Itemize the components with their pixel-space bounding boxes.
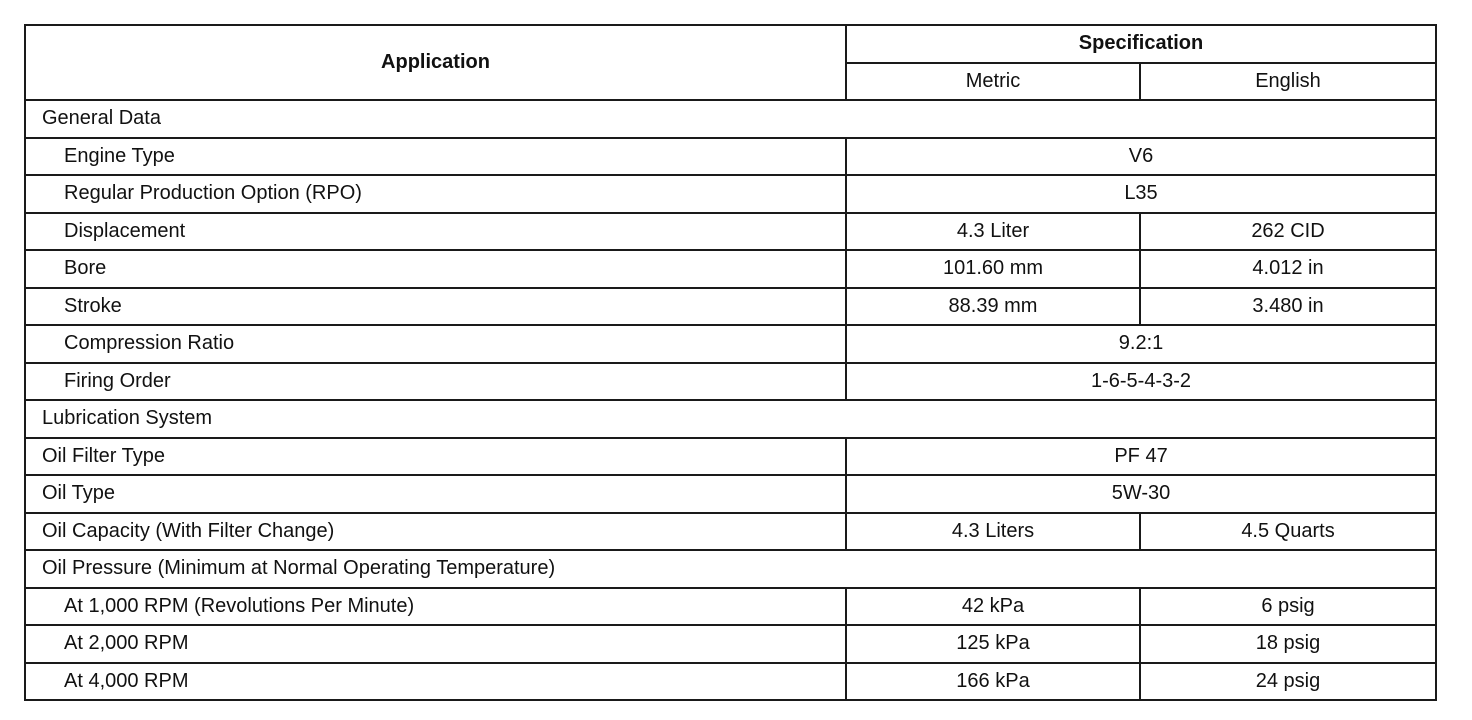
english-value-cell: 24 psig: [1140, 663, 1436, 701]
spec-value-cell: 5W-30: [846, 475, 1436, 513]
metric-value-cell: 88.39 mm: [846, 288, 1140, 326]
table-row: [25, 475, 1436, 513]
spec-value-cell: PF 47: [846, 438, 1436, 476]
application-cell: Stroke: [25, 288, 846, 326]
table-row: [25, 363, 1436, 401]
table-row: [25, 588, 1436, 626]
table-row: [25, 438, 1436, 476]
table-row: [25, 288, 1436, 326]
section-label: Oil Pressure (Minimum at Normal Operating Temperature): [25, 550, 1436, 588]
application-cell: Displacement: [25, 213, 846, 251]
section-row: [25, 100, 1436, 138]
application-cell: At 2,000 RPM: [25, 625, 846, 663]
section-row: [25, 400, 1436, 438]
english-value-cell: 3.480 in: [1140, 288, 1436, 326]
english-value-cell: 262 CID: [1140, 213, 1436, 251]
table-row: [25, 663, 1436, 701]
spec-value-cell: V6: [846, 138, 1436, 176]
english-header: English: [1140, 63, 1436, 101]
english-value-cell: 18 psig: [1140, 625, 1436, 663]
spec-value-cell: 1-6-5-4-3-2: [846, 363, 1436, 401]
section-label: General Data: [25, 100, 1436, 138]
table-row: [25, 513, 1436, 551]
metric-value-cell: 101.60 mm: [846, 250, 1140, 288]
application-cell: At 4,000 RPM: [25, 663, 846, 701]
application-cell: Regular Production Option (RPO): [25, 175, 846, 213]
english-value-cell: 4.012 in: [1140, 250, 1436, 288]
application-cell: At 1,000 RPM (Revolutions Per Minute): [25, 588, 846, 626]
specification-header: Specification: [846, 25, 1436, 63]
metric-value-cell: 42 kPa: [846, 588, 1140, 626]
application-cell: Firing Order: [25, 363, 846, 401]
metric-header: Metric: [846, 63, 1140, 101]
spec-value-cell: 9.2:1: [846, 325, 1436, 363]
section-row: [25, 550, 1436, 588]
metric-value-cell: 4.3 Liters: [846, 513, 1140, 551]
metric-value-cell: 4.3 Liter: [846, 213, 1140, 251]
application-cell: Engine Type: [25, 138, 846, 176]
table-row: [25, 625, 1436, 663]
header-row-top: [25, 25, 1436, 63]
application-cell: Bore: [25, 250, 846, 288]
engine-spec-table: [24, 24, 1437, 701]
table-row: [25, 250, 1436, 288]
application-cell: Compression Ratio: [25, 325, 846, 363]
spec-value-cell: L35: [846, 175, 1436, 213]
table-row: [25, 138, 1436, 176]
section-label: Lubrication System: [25, 400, 1436, 438]
table-header: [25, 25, 1436, 100]
table-row: [25, 175, 1436, 213]
application-cell: Oil Filter Type: [25, 438, 846, 476]
application-cell: Oil Capacity (With Filter Change): [25, 513, 846, 551]
english-value-cell: 6 psig: [1140, 588, 1436, 626]
application-cell: Oil Type: [25, 475, 846, 513]
table-body: [25, 100, 1436, 700]
english-value-cell: 4.5 Quarts: [1140, 513, 1436, 551]
metric-value-cell: 166 kPa: [846, 663, 1140, 701]
application-header: Application: [25, 25, 846, 100]
table-row: [25, 213, 1436, 251]
metric-value-cell: 125 kPa: [846, 625, 1140, 663]
table-row: [25, 325, 1436, 363]
